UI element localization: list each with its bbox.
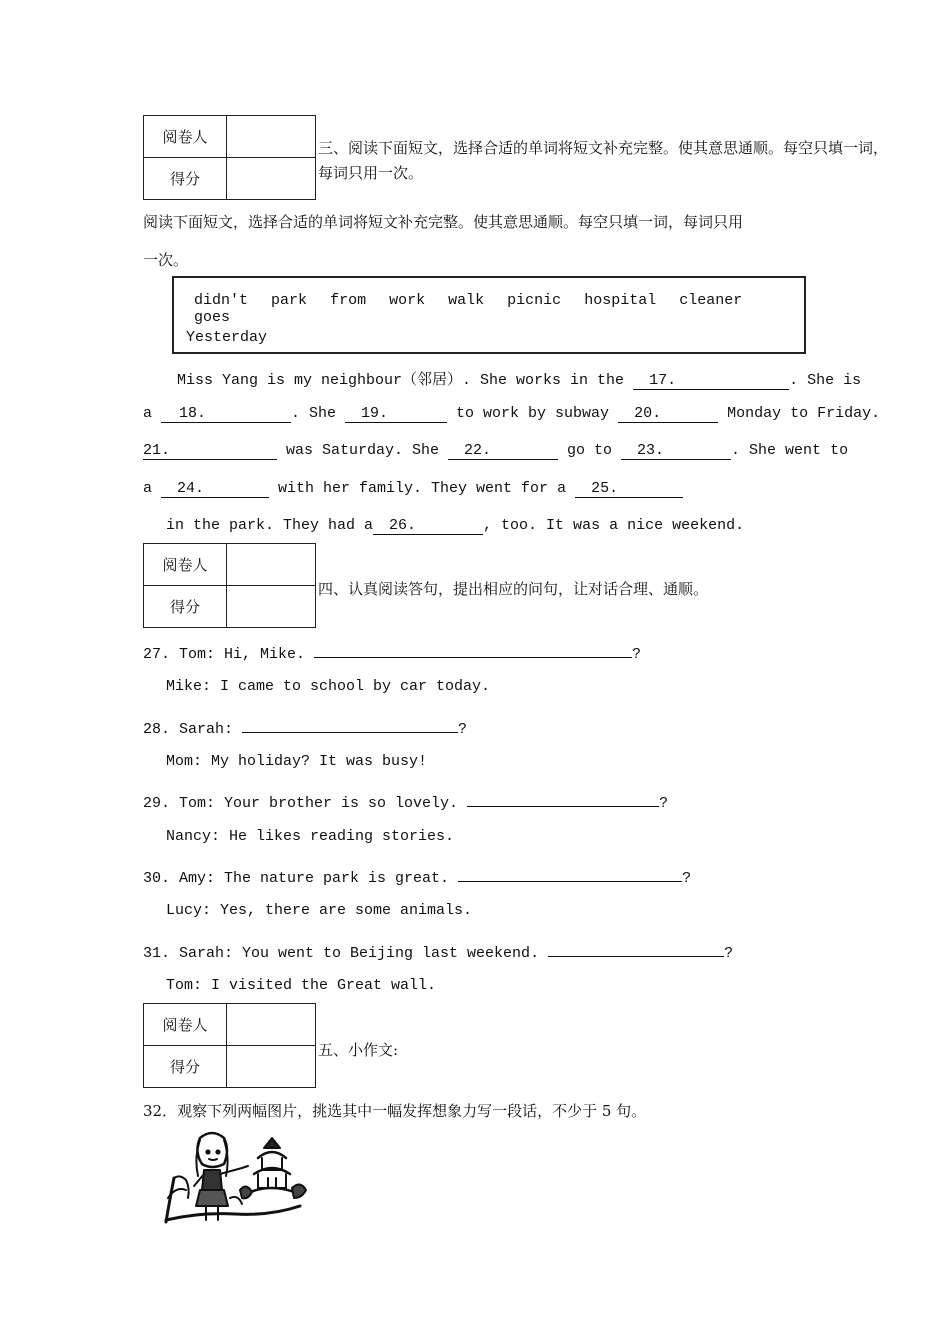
score-label: 得分: [144, 1046, 227, 1088]
reviewer-label: 阅卷人: [144, 1004, 227, 1046]
section3-heading: 三、阅读下面短文，选择合适的单词将短文补充完整。使其意思通顺。每空只填一词，: [318, 139, 889, 157]
score-box-section3: [143, 115, 316, 200]
word-bank: [172, 276, 806, 354]
blank-21[interactable]: 21.: [143, 443, 277, 460]
section4-heading: 四、认真阅读答句，提出相应的问句，让对话合理、通顺。: [318, 580, 709, 598]
word-bank-item: hospital: [584, 292, 657, 309]
word-bank-item: work: [389, 292, 426, 309]
answer-28: Mom: My holiday? It was busy!: [166, 753, 428, 770]
answer-27: Mike: I came to school by car today.: [166, 678, 491, 695]
passage-line-4: a 24. with her family. They went for a 25.: [143, 480, 683, 498]
score-label: 得分: [144, 158, 227, 200]
score-cell: [227, 586, 316, 628]
blank-17[interactable]: 17.: [633, 373, 789, 390]
section3-instruction-line2: 一次。: [143, 251, 189, 269]
question-29: 29. Tom: Your brother is so lovely. ?: [143, 790, 668, 812]
answer-30: Lucy: Yes, there are some animals.: [166, 902, 473, 919]
reviewer-cell: [227, 1004, 316, 1046]
blank-22[interactable]: 22.: [448, 443, 558, 460]
blank-20[interactable]: 20.: [618, 406, 718, 423]
answer-31: Tom: I visited the Great wall.: [166, 977, 437, 994]
answer-line-29[interactable]: [467, 790, 659, 807]
word-bank-item: Yesterday: [186, 329, 268, 346]
answer-line-28[interactable]: [242, 716, 458, 733]
blank-23[interactable]: 23.: [621, 443, 731, 460]
score-box-section4: [143, 543, 316, 628]
answer-line-27[interactable]: [314, 641, 632, 658]
question-32: 32．观察下列两幅图片，挑选其中一幅发挥想象力写一段话，不少于 5 句。: [143, 1102, 647, 1120]
word-bank-item: walk: [448, 292, 485, 309]
passage-line-5: in the park. They had a 26. , too. It was a nice weekend.: [166, 517, 745, 534]
blank-25[interactable]: 25.: [575, 481, 683, 498]
score-box-section5: [143, 1003, 316, 1088]
reviewer-label: 阅卷人: [144, 544, 227, 586]
answer-line-30[interactable]: [458, 865, 682, 882]
passage-line-1: Miss Yang is my neighbour（邻居）. She works in the 17. . She is: [177, 372, 862, 389]
answer-line-31[interactable]: [548, 940, 724, 957]
blank-19[interactable]: 19.: [345, 406, 447, 423]
score-cell: [227, 1046, 316, 1088]
section5-heading: 五、小作文:: [318, 1041, 399, 1059]
question-28: 28. Sarah: ?: [143, 716, 467, 738]
reviewer-cell: [227, 116, 316, 158]
word-bank-item: from: [330, 292, 367, 309]
score-cell: [227, 158, 316, 200]
passage-line-3: 21. was Saturday. She 22. go to 23. . She went to: [143, 442, 849, 459]
answer-29: Nancy: He likes reading stories.: [166, 828, 455, 845]
score-label: 得分: [144, 586, 227, 628]
question-27: 27. Tom: Hi, Mike. ?: [143, 641, 641, 663]
word-bank-item: picnic: [507, 292, 562, 309]
question-31: 31. Sarah: You went to Beijing last weekend. ?: [143, 940, 733, 962]
reviewer-cell: [227, 544, 316, 586]
question-30: 30. Amy: The nature park is great. ?: [143, 865, 691, 887]
section3-instruction-line1: 阅读下面短文，选择合适的单词将短文补充完整。使其意思通顺。每空只填一词，每词只用: [143, 213, 744, 231]
blank-24[interactable]: 24.: [161, 481, 269, 498]
section3-heading-cont: 每词只用一次。: [318, 164, 424, 182]
girl-pagoda-illustration: [160, 1128, 310, 1228]
blank-26[interactable]: 26.: [373, 518, 483, 535]
word-bank-item: goes: [194, 309, 231, 326]
reviewer-label: 阅卷人: [144, 116, 227, 158]
word-bank-row: [194, 292, 804, 326]
blank-18[interactable]: 18.: [161, 406, 291, 423]
word-bank-item: park: [271, 292, 308, 309]
passage-line-2: a 18. . She 19. to work by subway 20. Monday to Friday.: [143, 405, 881, 422]
word-bank-item: cleaner: [679, 292, 743, 309]
word-bank-item: didn't: [194, 292, 249, 309]
